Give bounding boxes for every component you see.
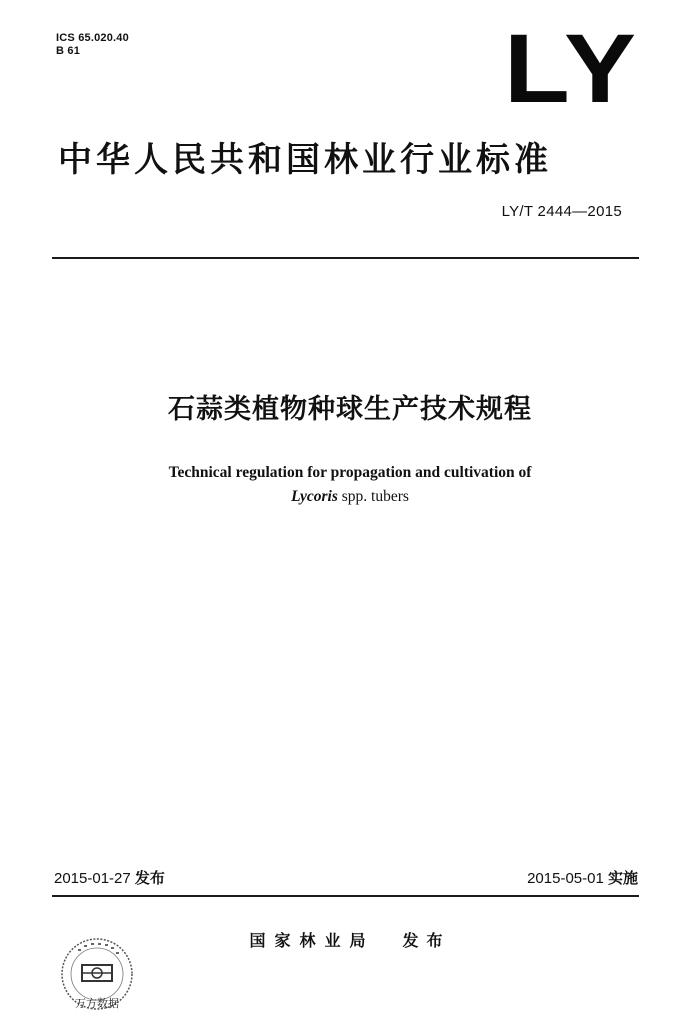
title-en-line1: Technical regulation for propagation and cultivation of bbox=[168, 464, 532, 481]
issue-date-value: 2015-01-27 bbox=[54, 870, 131, 887]
document-title-en bbox=[0, 461, 700, 509]
seal-stamp-icon bbox=[58, 935, 136, 1013]
title-en-rest: spp. tubers bbox=[337, 488, 409, 505]
top-divider bbox=[52, 257, 639, 259]
title-en-line2 bbox=[0, 485, 700, 509]
bottom-divider bbox=[52, 895, 639, 897]
publish-label: 发布 bbox=[402, 931, 451, 950]
effective-date-value: 2015-05-01 bbox=[527, 870, 604, 887]
document-title-zh: 石蒜类植物种球生产技术规程 bbox=[168, 394, 532, 425]
effective-date-label: 实施 bbox=[607, 869, 638, 887]
ics-code: ICS 65.020.40 bbox=[56, 32, 129, 44]
publisher-name: 国家林业局 bbox=[249, 931, 375, 950]
seal-caption: 万方数据 bbox=[75, 997, 119, 1010]
standard-category-title: 中华人民共和国林业行业标准 bbox=[58, 140, 552, 180]
ly-logo: LY bbox=[503, 13, 640, 123]
effective-date bbox=[527, 869, 638, 888]
ccs-code: B 61 bbox=[56, 45, 81, 57]
title-en-genus: Lycoris bbox=[291, 488, 338, 505]
issue-date bbox=[54, 869, 165, 888]
issue-date-label: 发布 bbox=[134, 869, 165, 887]
standard-number: LY/T 2444—2015 bbox=[501, 203, 622, 220]
